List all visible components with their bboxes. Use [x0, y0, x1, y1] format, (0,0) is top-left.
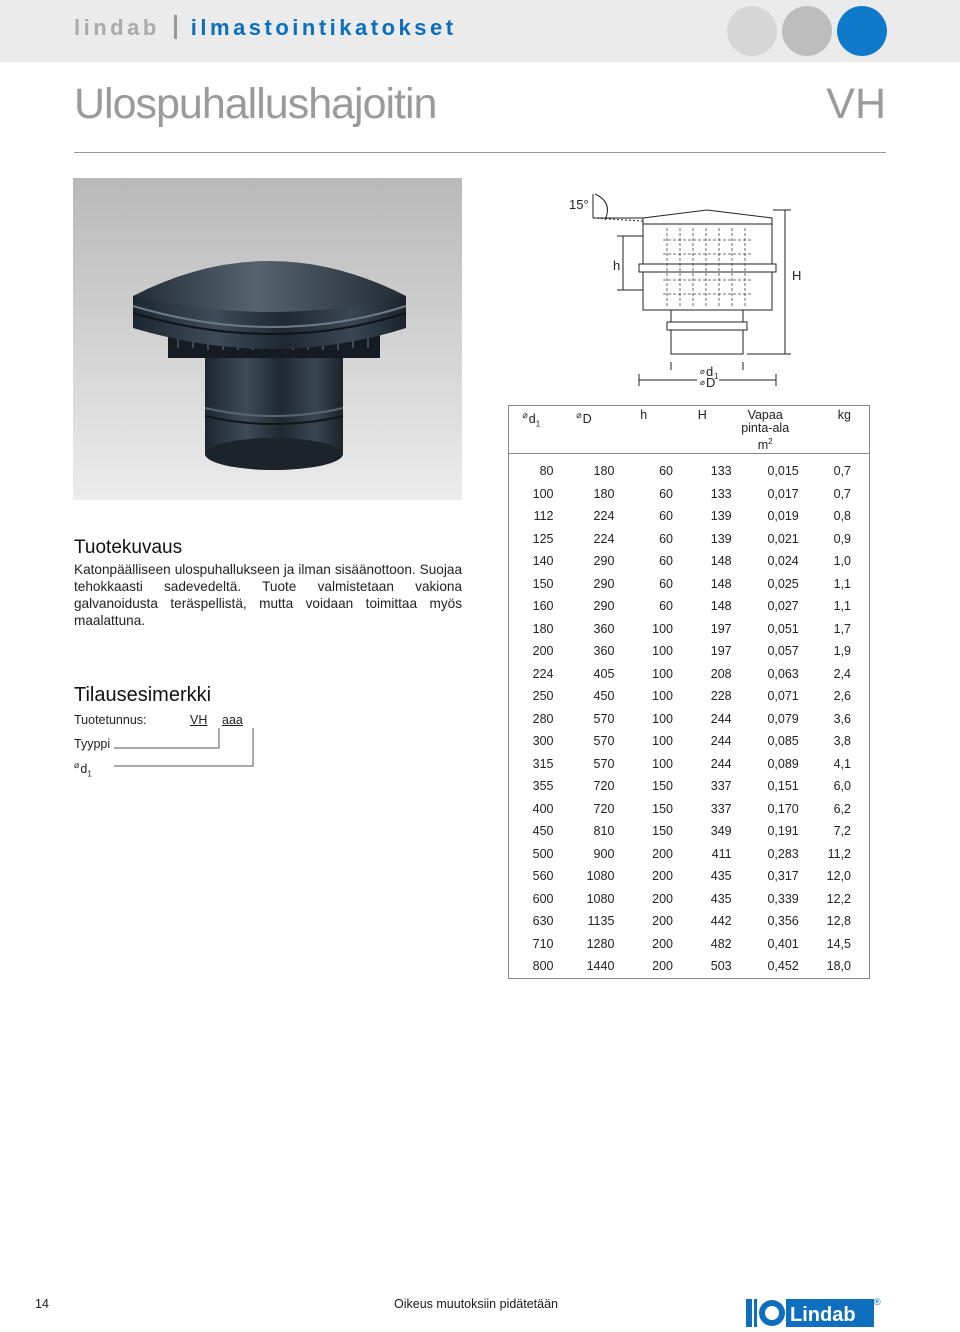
- table-cell: 60: [659, 509, 674, 524]
- table-cell: 60: [659, 464, 674, 479]
- table-cell: 482: [710, 936, 732, 951]
- table-cell: 200: [652, 891, 674, 906]
- product-code: VH: [826, 80, 886, 128]
- table-cell: 0,339: [767, 891, 799, 906]
- table-cell: 6,2: [833, 801, 851, 816]
- table-row: [509, 798, 870, 821]
- label-D: D: [706, 375, 716, 390]
- table-row: [509, 820, 870, 843]
- table-cell: 0,071: [767, 689, 799, 704]
- registered-mark: ®: [874, 1297, 881, 1307]
- table-row: [509, 573, 870, 596]
- table-cell: 3,6: [833, 711, 851, 726]
- table-cell: 100: [652, 756, 674, 771]
- table-cell: 0,051: [767, 621, 799, 636]
- table-cell: 1080: [586, 891, 615, 906]
- table-row: [509, 865, 870, 888]
- table-cell: 0,021: [767, 531, 799, 546]
- table-cell: 570: [593, 734, 615, 749]
- table-cell: 1080: [586, 869, 615, 884]
- table-cell: 435: [710, 869, 732, 884]
- brand-name: lindab: [74, 15, 160, 40]
- table-cell: 150: [652, 824, 674, 839]
- table-cell: 12,2: [826, 891, 851, 906]
- table-cell: 900: [593, 846, 615, 861]
- table-cell: 450: [532, 824, 554, 839]
- product-photo-drawing: [73, 178, 462, 500]
- order-type-label: Tyyppi: [74, 737, 111, 751]
- header-D: ⌀D: [554, 406, 615, 454]
- table-cell: 60: [659, 486, 674, 501]
- table-cell: 435: [710, 891, 732, 906]
- table-cell: 503: [710, 959, 732, 974]
- table-row: [509, 888, 870, 911]
- table-cell: 0,015: [767, 464, 799, 479]
- table-cell: 500: [532, 846, 554, 861]
- table-cell: 300: [532, 734, 554, 749]
- table-cell: 280: [532, 711, 554, 726]
- table-cell: 0,027: [767, 599, 799, 614]
- table-cell: 337: [710, 779, 732, 794]
- table-cell: 560: [532, 869, 554, 884]
- table-cell: 60: [659, 531, 674, 546]
- table-cell: 800: [532, 959, 554, 974]
- table-cell: 100: [652, 734, 674, 749]
- table-cell: 3,8: [833, 734, 851, 749]
- table-cell: 112: [533, 509, 554, 524]
- order-code-label: Tuotetunnus:: [74, 713, 147, 727]
- table-cell: 244: [710, 734, 732, 749]
- table-cell: 0,063: [767, 666, 799, 681]
- table-cell: 197: [710, 621, 732, 636]
- table-cell: 6,0: [833, 779, 851, 794]
- header-d1: $^⌀d_1$: [509, 406, 554, 454]
- table-row: [509, 505, 870, 528]
- table-cell: 405: [593, 666, 615, 681]
- table-cell: 180: [593, 464, 615, 479]
- table-cell: 720: [593, 801, 615, 816]
- dimensions-table: [508, 405, 870, 979]
- table-cell: 224: [593, 531, 615, 546]
- header-H: H: [673, 406, 732, 454]
- table-row: [509, 955, 870, 978]
- product-photo: [73, 178, 462, 500]
- table-cell: 600: [532, 891, 554, 906]
- table-cell: 1,1: [833, 599, 851, 614]
- label-h: h: [613, 258, 621, 273]
- svg-text:⌀: ⌀: [700, 367, 705, 376]
- table-cell: 197: [710, 644, 732, 659]
- table-cell: 200: [652, 869, 674, 884]
- table-cell: 1,0: [833, 554, 851, 569]
- table-cell: 570: [593, 711, 615, 726]
- table-row: [509, 685, 870, 708]
- table-cell: 0,7: [833, 486, 851, 501]
- table-cell: 0,401: [767, 936, 799, 951]
- table-cell: 0,9: [833, 531, 851, 546]
- table-cell: 0,356: [767, 914, 799, 929]
- label-H: H: [792, 268, 802, 283]
- table-cell: 1280: [586, 936, 615, 951]
- table-cell: 2,6: [833, 689, 851, 704]
- table-cell: 0,024: [767, 554, 799, 569]
- table-cell: 133: [710, 486, 732, 501]
- page-number: 14: [35, 1297, 49, 1311]
- table-cell: 200: [652, 959, 674, 974]
- table-cell: 290: [593, 599, 615, 614]
- table-cell: 100: [652, 689, 674, 704]
- table-row: [509, 454, 870, 483]
- table-cell: 11,2: [827, 846, 851, 861]
- table-cell: 14,5: [826, 936, 851, 951]
- table-cell: 139: [710, 509, 732, 524]
- table-cell: 1,7: [833, 621, 851, 636]
- table-cell: 0,019: [767, 509, 799, 524]
- label-d1-sub: 1: [714, 372, 719, 381]
- table-cell: 160: [532, 599, 554, 614]
- table-cell: 315: [532, 756, 554, 771]
- table-cell: 140: [532, 554, 554, 569]
- order-size-value: aaa: [222, 713, 243, 727]
- table-cell: 0,7: [833, 464, 851, 479]
- table-cell: 1,1: [833, 576, 851, 591]
- table-cell: 224: [532, 666, 554, 681]
- header-h: h: [614, 406, 673, 454]
- table-row: [509, 708, 870, 731]
- table-row: [509, 730, 870, 753]
- table-cell: 411: [711, 846, 732, 861]
- order-heading: Tilausesimerkki: [74, 684, 212, 706]
- table-cell: 0,017: [767, 486, 799, 501]
- description-text: Katonpäälliseen ulospuhallukseen ja ilman sisäänottoon. Suojaa tehokkaasti sadevedeltä. Tuote valmistetaan vakiona galvanoidusta teräspellistä, mutta voidaan toimittaa myös maalattuna.: [74, 562, 462, 628]
- table-cell: 1135: [587, 914, 615, 929]
- table-cell: 100: [652, 666, 674, 681]
- table-cell: 100: [532, 486, 554, 501]
- table-row: [509, 528, 870, 551]
- table-cell: 18,0: [826, 959, 851, 974]
- table-cell: 290: [593, 576, 615, 591]
- table-cell: 150: [652, 801, 674, 816]
- table-cell: 139: [710, 531, 732, 546]
- table-cell: 244: [710, 711, 732, 726]
- svg-text:⌀: ⌀: [700, 378, 705, 387]
- table-row: [509, 618, 870, 641]
- angle-label: 15°: [569, 197, 589, 212]
- header-dot-2: [782, 6, 832, 56]
- table-cell: 80: [539, 464, 554, 479]
- table-cell: 148: [710, 576, 732, 591]
- table-row: [509, 550, 870, 573]
- table-cell: 150: [532, 576, 554, 591]
- table-cell: 0,079: [767, 711, 799, 726]
- table-cell: 4,1: [833, 756, 851, 771]
- table-cell: 200: [652, 846, 674, 861]
- table-header-row: [509, 406, 870, 454]
- table-cell: 148: [710, 554, 732, 569]
- table-cell: 630: [532, 914, 554, 929]
- table-cell: 720: [593, 779, 615, 794]
- header-kg: kg: [799, 406, 870, 454]
- table-cell: 710: [532, 936, 554, 951]
- section-name: ilmastointikatokset: [190, 15, 457, 40]
- table-cell: 180: [593, 486, 615, 501]
- table-cell: 150: [652, 779, 674, 794]
- table-row: [509, 595, 870, 618]
- table-row: [509, 483, 870, 506]
- order-connector-lines: [112, 726, 262, 771]
- lindab-logo: [746, 1296, 881, 1330]
- brand-separator: [174, 15, 177, 39]
- table-cell: 60: [659, 599, 674, 614]
- label-d1: d: [706, 364, 714, 379]
- table-cell: 355: [532, 779, 554, 794]
- footer-notice: Oikeus muutoksiin pidätetään: [394, 1297, 558, 1311]
- table-cell: 1440: [586, 959, 615, 974]
- table-row: [509, 640, 870, 663]
- table-cell: 2,4: [833, 666, 851, 681]
- table-row: [509, 663, 870, 686]
- header-bar: [0, 0, 960, 62]
- table-row: [509, 933, 870, 956]
- table-cell: 400: [532, 801, 554, 816]
- table-cell: 0,085: [767, 734, 799, 749]
- table-cell: 244: [710, 756, 732, 771]
- order-code-value: VH: [190, 713, 208, 727]
- table-cell: 442: [710, 914, 732, 929]
- table-cell: 349: [710, 824, 732, 839]
- table-cell: 0,191: [767, 824, 799, 839]
- table-cell: 810: [593, 824, 615, 839]
- table-row: [509, 775, 870, 798]
- header-dot-3: [837, 6, 887, 56]
- table-cell: 360: [593, 644, 615, 659]
- dimension-diagram: [555, 180, 805, 392]
- table-cell: 0,151: [767, 779, 799, 794]
- table-cell: 450: [593, 689, 615, 704]
- description-heading: Tuotekuvaus: [74, 537, 183, 558]
- table-cell: 200: [652, 936, 674, 951]
- header-free-area: Vapaa pinta-ala $m^2$: [732, 406, 799, 454]
- table-cell: 180: [532, 621, 554, 636]
- table-cell: 12,0: [826, 869, 851, 884]
- table-cell: 228: [710, 689, 732, 704]
- table-cell: 1,9: [833, 644, 851, 659]
- table-cell: 0,283: [767, 846, 799, 861]
- table-row: [509, 753, 870, 776]
- table-cell: 148: [710, 599, 732, 614]
- table-cell: 0,317: [767, 869, 799, 884]
- table-cell: 0,025: [767, 576, 799, 591]
- table-cell: 100: [652, 621, 674, 636]
- table-cell: 570: [593, 756, 615, 771]
- table-cell: 250: [532, 689, 554, 704]
- table-cell: 360: [593, 621, 615, 636]
- table-cell: 0,452: [767, 959, 799, 974]
- logo-text: Lindab: [790, 1304, 856, 1326]
- header-dot-1: [727, 6, 777, 56]
- table-cell: 133: [710, 464, 732, 479]
- table-cell: 0,8: [833, 509, 851, 524]
- table-cell: 0,089: [767, 756, 799, 771]
- table-cell: 0,170: [767, 801, 799, 816]
- table-cell: 200: [532, 644, 554, 659]
- table-cell: 224: [593, 509, 615, 524]
- table-cell: 208: [710, 666, 732, 681]
- table-cell: 100: [652, 711, 674, 726]
- table-cell: 337: [710, 801, 732, 816]
- table-row: [509, 910, 870, 933]
- title-divider: [74, 152, 886, 153]
- table-cell: 125: [532, 531, 554, 546]
- table-cell: 12,8: [826, 914, 851, 929]
- table-cell: 7,2: [833, 824, 851, 839]
- table-cell: 200: [652, 914, 674, 929]
- brand-line: [74, 15, 457, 41]
- table-cell: 100: [652, 644, 674, 659]
- table-cell: 60: [659, 576, 674, 591]
- table-cell: 290: [593, 554, 615, 569]
- order-d-label: $^⌀d_1$: [74, 760, 92, 779]
- table-cell: 60: [659, 554, 674, 569]
- page-title: Ulospuhallushajoitin: [74, 80, 437, 128]
- table-row: [509, 843, 870, 866]
- table-cell: 0,057: [767, 644, 799, 659]
